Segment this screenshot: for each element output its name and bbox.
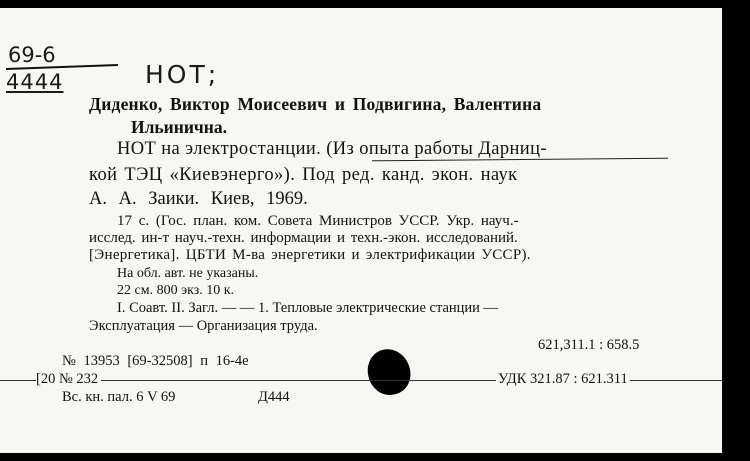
tracing-line-1: I. Соавт. II. Загл. — — 1. Тепловые электрические станции —	[117, 300, 499, 316]
order-line: № 13953 [69-32508] п 16-4е	[62, 353, 249, 369]
note-author: На обл. авт. не указаны.	[117, 266, 259, 281]
tracing-line-2: Эксплуатация — Организация труда.	[89, 318, 318, 334]
description-line-1: 17 с. (Гос. план. ком. Совета Министров УССР. Укр. науч.-	[117, 213, 519, 229]
author-heading-continued: Ильинична.	[131, 117, 228, 137]
book-chamber-line: Вс. кн. пал. 6 V 69	[62, 389, 176, 405]
note-format: 22 см. 800 экз. 10 к.	[117, 283, 235, 298]
library-catalog-card	[0, 8, 725, 453]
handwritten-shelf-top: 69-6	[8, 43, 56, 67]
title-line-3: А. А. Заики. Киев, 1969.	[89, 189, 308, 209]
description-line-3: [Энергетика]. ЦБТИ М-ва энергетики и электрификации УССР).	[89, 247, 531, 263]
print-line: [20 № 232	[36, 372, 101, 387]
author-heading: Диденко, Виктор Моисеевич и Подвигина, Валентина	[89, 94, 542, 114]
handwritten-subject: НОТ;	[145, 60, 220, 89]
title-line-2: кой ТЭЦ «Киевэнерго»). Под ред. канд. экон. наук	[89, 165, 518, 185]
handwritten-shelf-bottom: 4444	[6, 70, 64, 94]
ink-blot	[364, 345, 415, 399]
call-number: Д444	[258, 389, 290, 405]
classification-number: 621,311.1 : 658.5	[538, 337, 640, 353]
udc-number: УДК 321.87 : 621.311	[498, 371, 628, 387]
description-line-2: исслед. ин-т науч.-техн. информации и техн.-экон. исследований.	[89, 230, 518, 246]
title-line-1: НОТ на электростанции. (Из опыта работы Дарниц-	[117, 139, 547, 159]
